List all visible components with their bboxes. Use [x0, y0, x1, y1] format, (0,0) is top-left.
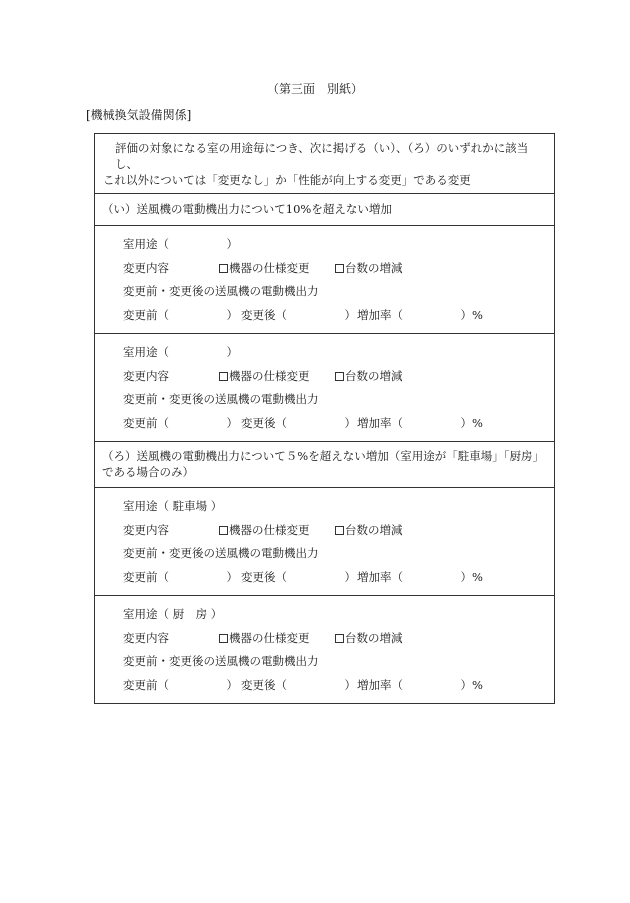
room-use-field[interactable]: 室用途（ ） — [123, 237, 238, 251]
count-change-label: 台数の増減 — [345, 630, 403, 645]
output-label: 変更前・変更後の送風機の電動機出力 — [123, 284, 319, 298]
spec-change-option[interactable] — [219, 627, 310, 650]
spec-change-label: 機器の仕様変更 — [229, 368, 310, 383]
spec-change-option[interactable] — [219, 365, 310, 388]
after-field[interactable]: 変更後（ ） — [241, 415, 356, 430]
checkbox-icon[interactable] — [335, 526, 344, 535]
rate-field[interactable]: 増加率（ ）% — [357, 415, 483, 430]
spec-change-label: 機器の仕様変更 — [229, 522, 310, 537]
form-table — [94, 133, 555, 704]
checkbox-icon[interactable] — [335, 372, 344, 381]
count-change-option[interactable] — [335, 627, 403, 650]
intro-line-1: 評価の対象になる室の用途毎につき、次に掲げる（い）、（ろ）のいずれかに該当し、 — [115, 141, 529, 171]
output-label: 変更前・変更後の送風機の電動機出力 — [123, 546, 319, 560]
after-field[interactable]: 変更後（ ） — [241, 677, 356, 692]
before-field[interactable]: 変更前（ ） — [123, 415, 238, 430]
room-use-field[interactable]: 室用途（ ） — [123, 345, 238, 359]
checkbox-icon[interactable] — [335, 634, 344, 643]
rate-field[interactable]: 増加率（ ）% — [357, 677, 483, 692]
category-ro-heading-line-2: である場合のみ） — [102, 465, 194, 479]
checkbox-icon[interactable] — [335, 264, 344, 273]
count-change-label: 台数の増減 — [345, 368, 403, 383]
count-change-option[interactable] — [335, 365, 403, 388]
output-label: 変更前・変更後の送風機の電動機出力 — [123, 392, 319, 406]
count-change-label: 台数の増減 — [345, 260, 403, 275]
change-content-label: 変更内容 — [123, 368, 169, 383]
count-change-option[interactable] — [335, 257, 403, 280]
spec-change-label: 機器の仕様変更 — [229, 630, 310, 645]
intro-text — [95, 134, 554, 194]
category-ro-entry-2 — [95, 596, 554, 703]
after-field[interactable]: 変更後（ ） — [241, 569, 356, 584]
room-use-field[interactable]: 室用途（ 厨 房 ） — [123, 607, 223, 621]
intro-line-2: これ以外については「変更なし」か「性能が向上する変更」である変更 — [103, 173, 471, 187]
checkbox-icon[interactable] — [219, 526, 228, 535]
change-content-label: 変更内容 — [123, 522, 169, 537]
category-i-entry-1 — [95, 226, 554, 334]
spec-change-label: 機器の仕様変更 — [229, 260, 310, 275]
before-field[interactable]: 変更前（ ） — [123, 569, 238, 584]
rate-field[interactable]: 増加率（ ）% — [357, 569, 483, 584]
category-ro-heading — [95, 442, 554, 488]
after-field[interactable]: 変更後（ ） — [241, 307, 356, 322]
change-content-label: 変更内容 — [123, 260, 169, 275]
output-label: 変更前・変更後の送風機の電動機出力 — [123, 654, 319, 668]
checkbox-icon[interactable] — [219, 264, 228, 273]
spec-change-option[interactable] — [219, 519, 310, 542]
page-title: （第三面 別紙） — [266, 82, 363, 96]
count-change-option[interactable] — [335, 519, 403, 542]
rate-field[interactable]: 増加率（ ）% — [357, 307, 483, 322]
count-change-label: 台数の増減 — [345, 522, 403, 537]
checkbox-icon[interactable] — [219, 372, 228, 381]
room-use-field[interactable]: 室用途（ 駐車場 ） — [123, 499, 223, 513]
before-field[interactable]: 変更前（ ） — [123, 307, 238, 322]
category-i-entry-2 — [95, 334, 554, 442]
before-field[interactable]: 変更前（ ） — [123, 677, 238, 692]
category-ro-entry-1 — [95, 488, 554, 596]
checkbox-icon[interactable] — [219, 634, 228, 643]
spec-change-option[interactable] — [219, 257, 310, 280]
section-title: [機械換気設備関係] — [86, 108, 192, 122]
category-i-heading: （い）送風機の電動機出力について10%を超えない増加 — [95, 194, 554, 226]
change-content-label: 変更内容 — [123, 630, 169, 645]
category-ro-heading-line-1: （ろ）送風機の電動機出力について５%を超えない増加（室用途が「駐車場」「厨房」 — [102, 449, 544, 463]
